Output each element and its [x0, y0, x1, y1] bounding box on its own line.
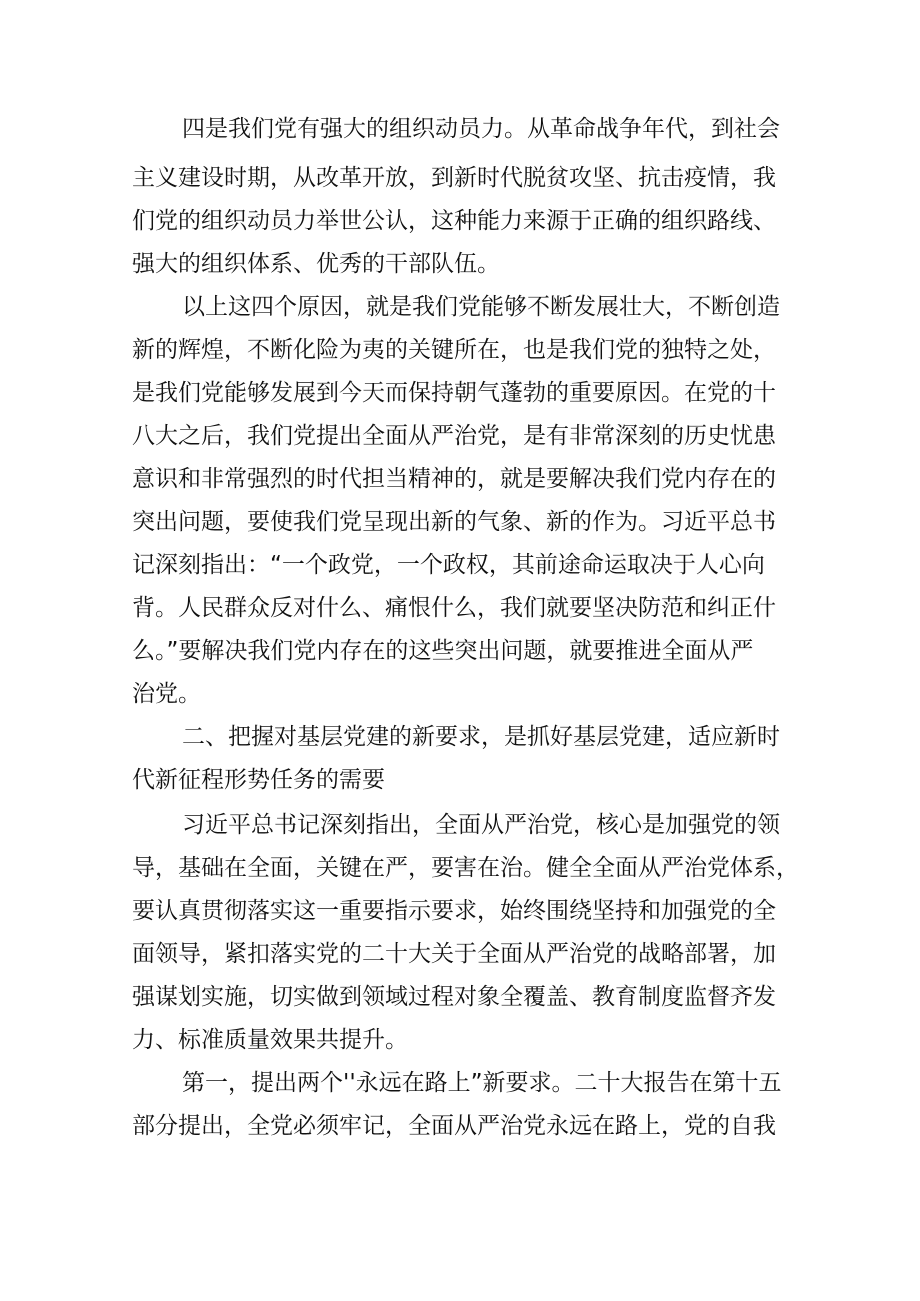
paragraph-line: 要认真贯彻落实这一重要指示要求，始终围绕坚持和加强党的全: [132, 898, 776, 924]
paragraph-line: 新的辉煌，不断化险为夷的关键所在，也是我们党的独特之处，: [132, 337, 776, 363]
paragraph-line: 记深刻指出：“一个政党，一个政权，其前途命运取决于人心向: [132, 552, 765, 578]
section-heading-line: 二、把握对基层党建的新要求，是抓好基层党建，适应新时: [182, 724, 780, 750]
paragraph-line: 意识和非常强烈的时代担当精神的，就是要解决我们党内存在的: [132, 466, 776, 492]
paragraph-line: 么。”要解决我们党内存在的这些突出问题，就要推进全面从严: [132, 638, 754, 664]
paragraph-line: 力、标准质量效果共提升。: [132, 1027, 408, 1053]
paragraph-line: 八大之后，我们党提出全面从严治党，是有非常深刻的历史忧患: [132, 423, 776, 449]
paragraph-line: 强谋划实施，切实做到领域过程对象全覆盖、教育制度监督齐发: [132, 984, 776, 1010]
paragraph-line: 部分提出，全党必须牢记，全面从严治党永远在路上，党的自我: [132, 1113, 776, 1139]
paragraph-line: 突出问题，要使我们党呈现出新的气象、新的作为。习近平总书: [132, 509, 776, 535]
paragraph-line: 背。人民群众反对什么、痛恨什么，我们就要坚决防范和纠正什: [132, 595, 776, 621]
paragraph-line: 主义建设时期，从改革开放，到新时代脱贫攻坚、抗击疫情，我: [132, 165, 776, 191]
paragraph-line: 面领导，紧扣落实党的二十大关于全面从严治党的战略部署，加: [132, 941, 776, 967]
paragraph-line: 四是我们党有强大的组织动员力。从革命战争年代，到社会: [182, 116, 780, 142]
paragraph-line: 习近平总书记深刻指出，全面从严治党，核心是加强党的领: [182, 812, 780, 838]
paragraph-line: 是我们党能够发展到今天而保持朝气蓬勃的重要原因。在党的十: [132, 380, 776, 406]
paragraph-line: 治党。: [132, 681, 201, 707]
paragraph-line: 以上这四个原因，就是我们党能够不断发展壮大，不断创造: [182, 294, 780, 320]
paragraph-line: 们党的组织动员力举世公认，这种能力来源于正确的组织路线、: [132, 208, 776, 234]
section-heading-line: 代新征程形势任务的需要: [132, 767, 385, 793]
paragraph-line: 第一，提出两个''永远在路上”新要求。二十大报告在第十五: [182, 1070, 782, 1096]
paragraph-line: 强大的组织体系、优秀的干部队伍。: [132, 251, 500, 277]
paragraph-line: 导，基础在全面，关键在严，要害在治。健全全面从严治党体系，: [132, 855, 799, 881]
